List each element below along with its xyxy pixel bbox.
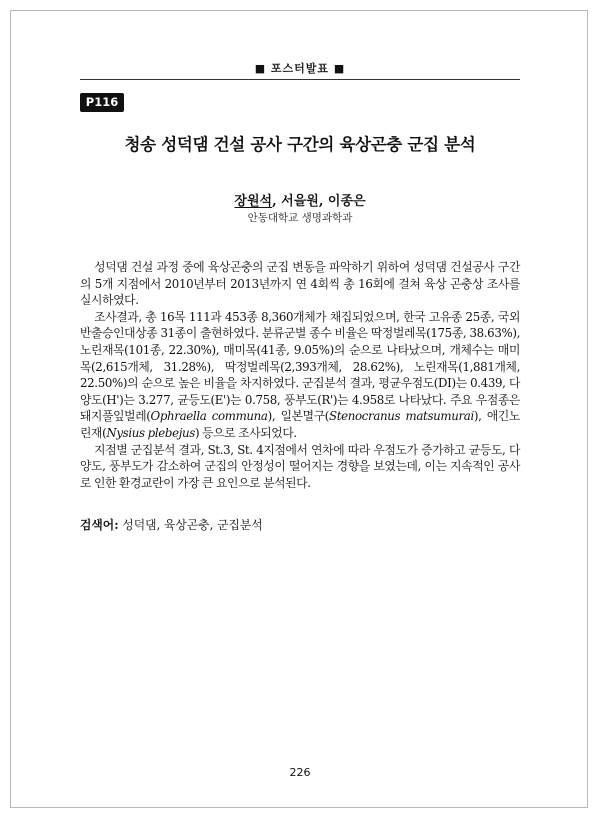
keywords-value: 성덕댐, 육상곤충, 군집분석 — [118, 518, 263, 532]
paper-title: 청송 성덕댐 건설 공사 구간의 육상곤충 군집 분석 — [124, 135, 476, 154]
abstract-text: 조사결과, 총 16목 111과 453종 8,360개체가 채집되었으며, 한국 고유종 25종, 국외반출승인대상종 31종이 출현하였다. 분류군별 종수 비율은 딱정벌레목(175종, 38.63%), 노린재목(101종, 22.30%), 매미목(41종, 9.05%)의 순으로 나타났으며, 개체수는 매미목(2,615개체, 31.28%), 딱정벌레목(2,393개체, 28.62%), 노린재목(1,881개체, 22.50%)의 순으로 높은 비율을 차지하였다. 군집분석 결과, 평균우점도(DI)는 0.439, 다양도(H')는 3.277, 균등도(E')는 0.758, 풍부도(R')는 4.958로 나타났다. 주요 우점종은 돼지풀잎벌레( — [80, 309, 520, 424]
abstract-text: ), 애긴노린재( — [80, 409, 520, 440]
author-list — [80, 190, 520, 209]
abstract-paragraph-2 — [80, 309, 520, 442]
header-divider — [80, 79, 520, 80]
co-authors: , 서을원, 이종은 — [272, 194, 366, 209]
poster-id-badge: P116 — [80, 93, 124, 112]
abstract-text: ), 일본멸구( — [267, 409, 330, 424]
species-name: Stenocranus matsumurai — [329, 409, 474, 424]
abstract-text: ) 등으로 조사되었다. — [194, 425, 297, 440]
section-header: ■ 포스터발표 ■ — [254, 62, 346, 75]
presenting-author: 장원석 — [234, 194, 273, 209]
keywords — [80, 516, 520, 533]
keywords-label: 검색어: — [80, 518, 119, 532]
abstract-paragraph-1: 성덕댐 건설 과정 중에 육상곤충의 군집 변동을 파악하기 위하여 성덕댐 건설공사 구간의 5개 지점에서 2010년부터 2013년까지 연 4회씩 총 16회에 걸쳐 육상 곤충상 조사를 실시하였다. — [80, 260, 520, 308]
affiliation: 안동대학교 생명과학과 — [247, 212, 353, 224]
page-number: 226 — [289, 766, 311, 779]
abstract-paragraph-3: 지점별 군집분석 결과, St.3, St. 4지점에서 연차에 따라 우점도가 증가하고 균등도, 다양도, 풍부도가 감소하여 군집의 안정성이 떨어지는 경향을 보였는데, 이는 지속적인 공사로 인한 환경교란이 가장 큰 요인으로 분석된다. — [80, 442, 520, 490]
species-name: Nysius plebejus — [106, 425, 195, 440]
species-name: Ophraella communa — [150, 409, 268, 424]
abstract-body — [80, 259, 520, 491]
